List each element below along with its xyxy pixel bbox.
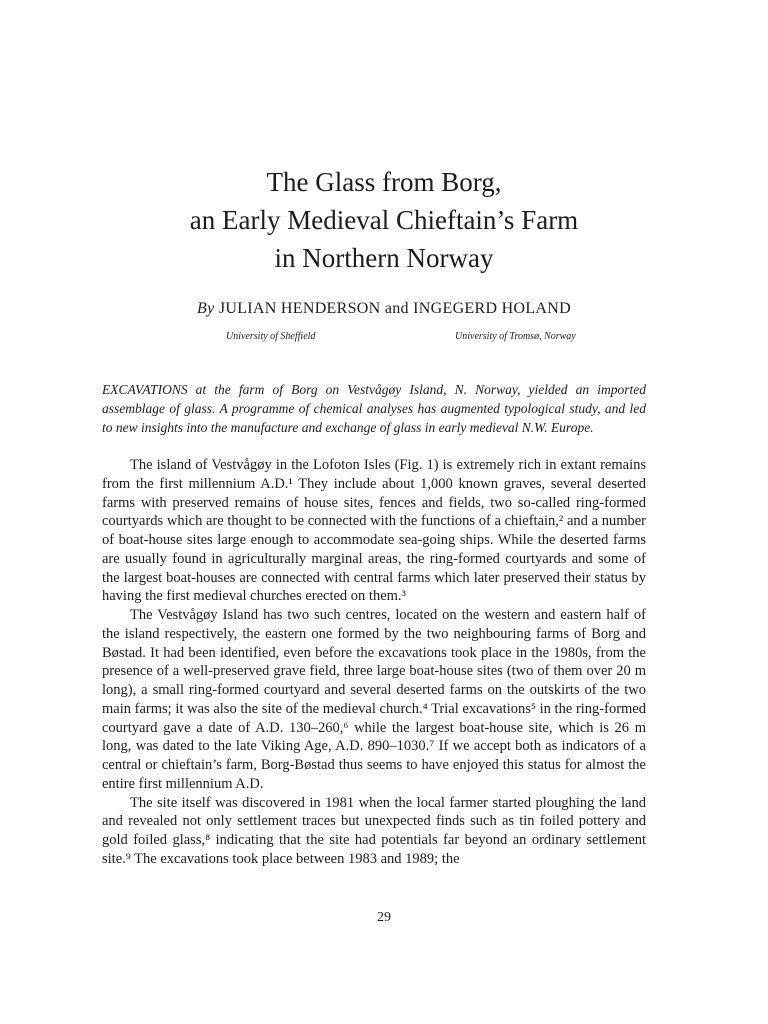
author-2: INGEGERD HOLAND [413,300,571,317]
title-line-2: an Early Medieval Chieftain’s Farm [189,205,579,235]
affiliation-author-1: University of Sheffield [226,331,316,342]
byline-and: and [384,300,409,317]
author-1: JULIAN HENDERSON [218,300,381,317]
byline-by: By [197,300,215,317]
paragraph-2: The Vestvågøy Island has two such centres, located on the western and eastern half of the island respectively, the eastern one formed by the two neighbouring farms of Borg and Bøstad. It had been identified, even before the excavations took place in the 1980s, from the presence of a well-preserved grave field, three large boat-house sites (two of them over 20 m long), a small ring-formed courtyard and several deserted farms on the outskirts of the two main farms; it was also the site of the medieval church.⁴ Trial excavations⁵ in the ring-formed courtyard gave a date of A.D. 130–260,⁶ while the largest boat-house site, which is 26 m long, was dated to the late Viking Age, A.D. 890–1030.⁷ If we accept both as indicators of a central or chieftain’s farm, Borg-Bøstad thus seems to have enjoyed this status for almost the entire first millennium A.D. [102,607,646,792]
page-number: 29 [377,910,391,925]
article-title [80,163,688,277]
title-line-1: The Glass from Borg, [266,167,502,197]
byline [80,300,688,318]
abstract: EXCAVATIONS at the farm of Borg on Vestvågøy Island, N. Norway, yielded an imported assemblage of glass. A programme of chemical analyses has augmented typological study, and led to new insights into the manufacture and exchange of glass in early medieval N.W. Europe. [102,382,646,435]
paragraph-1: The island of Vestvågøy in the Lofoton Isles (Fig. 1) is extremely rich in extant remains from the first millennium A.D.¹ They include about 1,000 known graves, several deserted farms with preserved remains of house sites, fences and fields, two so-called ring-formed courtyards which are thought to be connected with the functions of a chieftain,² and a number of boat-house sites large enough to accommodate sea-going ships. While the deserted farms are usually found in agriculturally marginal areas, the ring-formed courtyards and some of the largest boat-houses are connected with central farms which later preserved their status by having the first medieval churches erected on them.³ [102,457,646,605]
paragraph-3: The site itself was discovered in 1981 when the local farmer started ploughing the land and revealed not only settlement traces but unexpected finds such as tin foiled pottery and gold foiled glass,⁸ indicating that the site had potentials far beyond an ordinary settlement site.⁹ The excavations took place between 1983 and 1989; the [102,794,646,867]
affiliation-author-2: University of Tromsø, Norway [455,331,576,342]
body-text [102,456,646,869]
title-line-3: in Northern Norway [274,243,494,273]
